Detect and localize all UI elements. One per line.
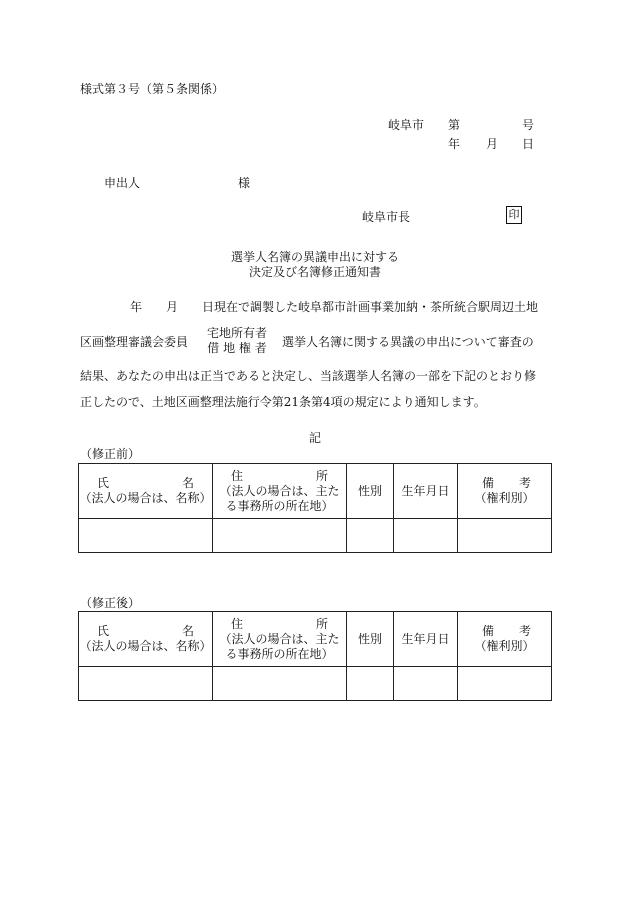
- form-number: 様式第３号（第５条関係）: [80, 82, 225, 96]
- date-month: 月: [486, 137, 499, 151]
- date-year: 年: [448, 137, 461, 151]
- city-name: 岐阜市: [388, 118, 425, 132]
- col-address-b: 所: [315, 468, 328, 483]
- col-address-sub2: る事務所の所在地）: [225, 498, 334, 513]
- col-address-sub2: る事務所の所在地）: [225, 646, 334, 661]
- body-line2-rest: 選挙人名簿に関する異議の申出について審査の: [282, 335, 534, 349]
- owner-type-bottom: 借 地 権 者: [207, 341, 267, 355]
- body-month: 月: [166, 300, 179, 314]
- col-address-a: 住: [231, 468, 244, 483]
- after-label: （修正後）: [80, 596, 141, 610]
- cell-remarks: [458, 519, 552, 553]
- date-day: 日: [522, 137, 535, 151]
- col-address-a: 住: [231, 616, 244, 631]
- document-title-line2: 決定及び名簿修正通知書: [248, 265, 381, 279]
- col-remarks-sub: （権利別）: [474, 491, 535, 505]
- cell-remarks: [458, 667, 552, 701]
- table-row: [79, 667, 552, 701]
- col-address: [213, 464, 347, 519]
- seal-mark: 印: [506, 206, 522, 224]
- applicant-honorific: 様: [238, 176, 251, 190]
- number-prefix: 第: [448, 118, 461, 132]
- col-name-a: 氏: [97, 476, 110, 490]
- col-remarks-b: 考: [518, 476, 531, 490]
- col-sex: 性別: [347, 612, 394, 667]
- col-remarks-b: 考: [518, 624, 531, 638]
- cell-sex: [347, 519, 394, 553]
- col-birth: 生年月日: [394, 464, 458, 519]
- body-line2-start: 区画整理審議会委員: [80, 335, 189, 349]
- cell-name: [79, 667, 213, 701]
- table-before: [78, 463, 552, 553]
- cell-address: [213, 519, 347, 553]
- cell-birth: [394, 667, 458, 701]
- col-name-b: 名: [181, 476, 194, 490]
- col-name-sub: （法人の場合は、名称）: [79, 639, 212, 653]
- col-address-sub1: （法人の場合は、主た: [219, 483, 340, 498]
- document-title-line1: 選挙人名簿の異議申出に対する: [230, 250, 399, 264]
- table-row: [79, 519, 552, 553]
- col-address: [213, 612, 347, 667]
- col-name: [79, 464, 213, 519]
- body-year: 年: [130, 300, 143, 314]
- cell-birth: [394, 519, 458, 553]
- before-label: （修正前）: [80, 447, 141, 461]
- applicant-label: 申出人: [104, 176, 141, 190]
- col-sex: 性別: [347, 464, 394, 519]
- owner-type-top: 宅地所有者: [206, 326, 267, 340]
- body-line1: 日現在で調製した岐阜都市計画事業加納・茶所統合駅周辺土地: [202, 300, 539, 314]
- col-birth: 生年月日: [394, 612, 458, 667]
- table-header-row: [79, 464, 552, 519]
- col-address-sub1: （法人の場合は、主た: [219, 631, 340, 646]
- col-remarks: [458, 464, 552, 519]
- col-name-a: 氏: [97, 624, 110, 638]
- col-remarks-sub: （権利別）: [474, 639, 535, 653]
- col-name: [79, 612, 213, 667]
- table-after: [78, 611, 552, 701]
- cell-name: [79, 519, 213, 553]
- col-remarks: [458, 612, 552, 667]
- col-address-b: 所: [315, 616, 328, 631]
- col-name-b: 名: [181, 624, 194, 638]
- note-heading: 記: [308, 431, 321, 445]
- col-remarks-a: 備: [482, 476, 495, 490]
- cell-sex: [347, 667, 394, 701]
- body-line4: 正したので、土地区画整理法施行令第21条第4項の規定により通知します。: [80, 395, 486, 409]
- col-name-sub: （法人の場合は、名称）: [79, 491, 212, 505]
- owner-type-stack: [202, 326, 272, 356]
- body-line3: 結果、あなたの申出は正当であると決定し、当該選挙人名簿の一部を下記のとおり修: [80, 369, 537, 383]
- cell-address: [213, 667, 347, 701]
- table-header-row: [79, 612, 552, 667]
- col-remarks-a: 備: [482, 624, 495, 638]
- mayor-title: 岐阜市長: [362, 210, 411, 224]
- number-suffix: 号: [522, 118, 535, 132]
